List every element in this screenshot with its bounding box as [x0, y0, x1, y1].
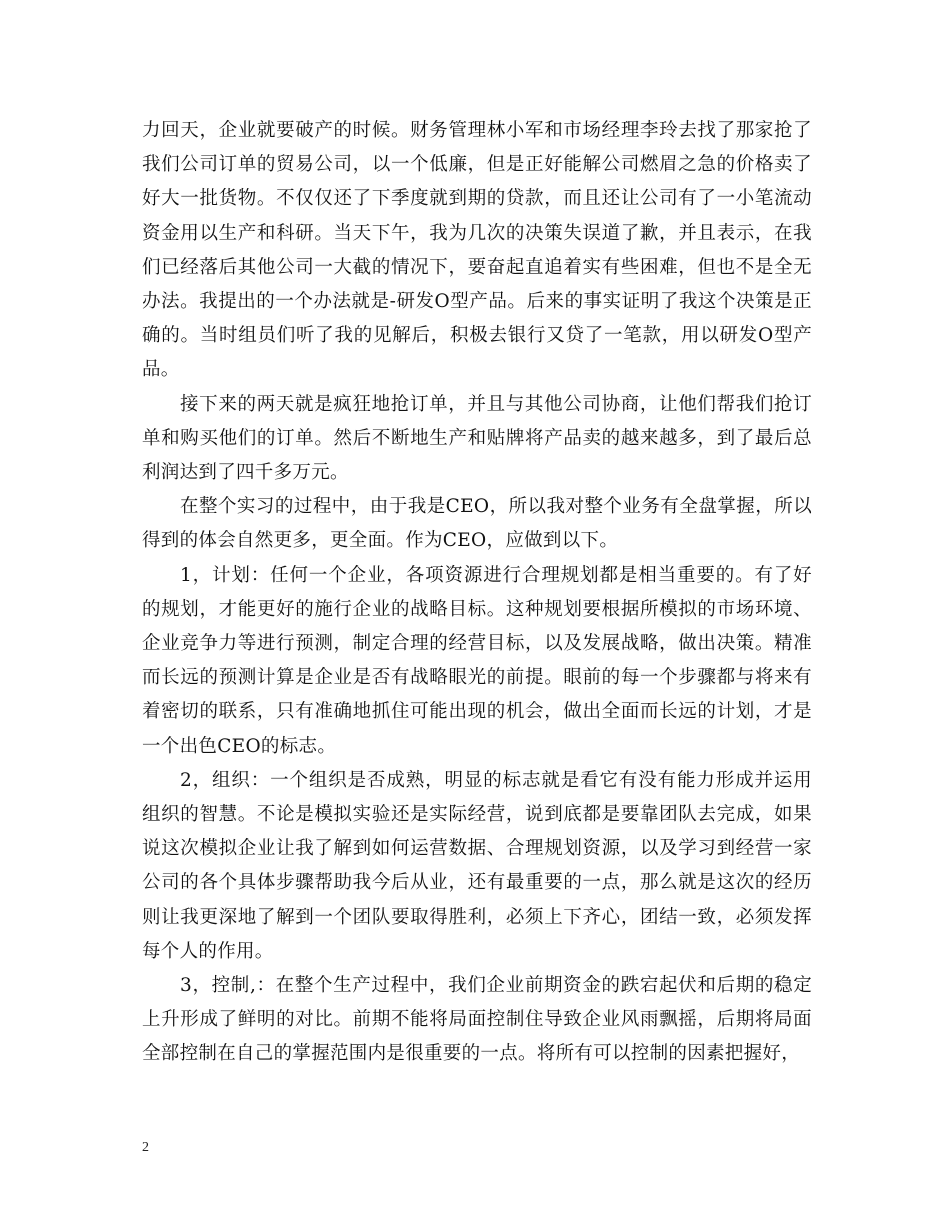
paragraph: 3，控制,：在整个生产过程中，我们企业前期资金的跌宕起伏和后期的稳定上升形成了鲜明的对比。前期不能将局面控制住导致企业风雨飘摇，后期将局面全部控制在自己的掌握范围内是很重要的一点。将所有可以控制的因素把握好， — [142, 975, 812, 1065]
paragraph: 在整个实习的过程中，由于我是CEO，所以我对整个业务有全盘掌握，所以得到的体会自然更多，更全面。作为CEO，应做到以下。 — [142, 496, 812, 552]
paragraph: 2，组织：一个组织是否成熟，明显的标志就是看它有没有能力形成并运用组织的智慧。不论是模拟实验还是实际经营，说到底都是要靠团队去完成，如果说这次模拟企业让我了解到如何运营数据、合理规划资源，以及学习到经营一家公司的各个具体步骤帮助我今后从业，还有最重要的一点，那么就是这次的经历则让我更深地了解到一个团队要取得胜利，必须上下齐心，团结一致，必须发挥每个人的作用。 — [142, 769, 812, 962]
paragraph: 1，计划：任何一个企业，各项资源进行合理规划都是相当重要的。有了好的规划，才能更好的施行企业的战略目标。这种规划要根据所模拟的市场环境、企业竞争力等进行预测，制定合理的经营目标，以及发展战略，做出决策。精准而长远的预测计算是企业是否有战略眼光的前提。眼前的每一个步骤都与将来有着密切的联系，只有准确地抓住可能出现的机会，做出全面而长远的计划，才是一个出色CEO的标志。 — [142, 564, 812, 757]
document-body — [142, 114, 812, 1072]
page-number: 2 — [142, 1140, 149, 1155]
paragraph: 接下来的两天就是疯狂地抢订单，并且与其他公司协商，让他们帮我们抢订单和购买他们的订单。然后不断地生产和贴牌将产品卖的越来越多，到了最后总利润达到了四千多万元。 — [142, 393, 812, 484]
paragraph: 力回天，企业就要破产的时候。财务管理林小军和市场经理李玲去找了那家抢了我们公司订单的贸易公司，以一个低廉，但是正好能解公司燃眉之急的价格卖了好大一批货物。不仅仅还了下季度就到期的贷款，而且还让公司有了一小笔流动资金用以生产和科研。当天下午，我为几次的决策失误道了歉，并且表示，在我们已经落后其他公司一大截的情况下，要奋起直追着实有些困难，但也不是全无办法。我提出的一个办法就是-研发O型产品。后来的事实证明了我这个决策是正确的。当时组员们听了我的见解后，积极去银行又贷了一笔款，用以研发O型产品。 — [142, 120, 812, 381]
